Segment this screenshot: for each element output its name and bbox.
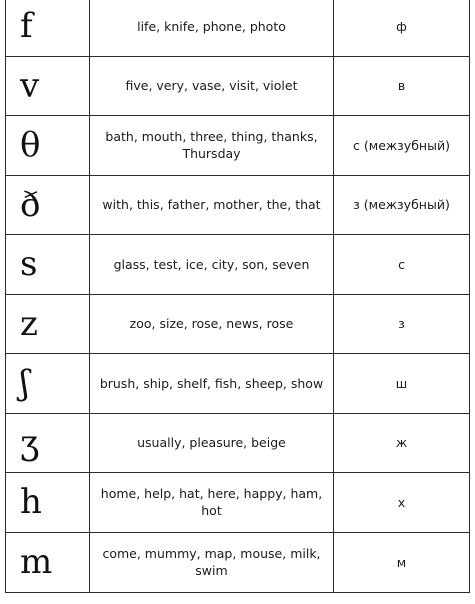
example-words: come, mummy, map, mouse, milk, swim xyxy=(90,533,334,593)
table-row xyxy=(6,176,469,236)
russian-equivalent: х xyxy=(397,494,406,510)
phoneme-symbol: h xyxy=(6,473,90,532)
table-row xyxy=(6,116,469,176)
phonetics-table xyxy=(5,0,470,593)
russian-equivalent: ш xyxy=(395,375,408,391)
phoneme-symbol: θ xyxy=(6,116,90,175)
table-row xyxy=(6,473,469,533)
table-row xyxy=(6,414,469,474)
russian-equivalent: в xyxy=(397,78,406,94)
table-row xyxy=(6,0,469,57)
table-row xyxy=(6,533,469,593)
phoneme-symbol: ʃ xyxy=(6,354,90,413)
example-words: zoo, size, rose, news, rose xyxy=(90,295,334,354)
phoneme-symbol: ʒ xyxy=(6,414,90,473)
table-row xyxy=(6,295,469,355)
russian-equivalent: м xyxy=(396,554,407,570)
phoneme-symbol: m xyxy=(6,533,90,593)
example-words: with, this, father, mother, the, that xyxy=(90,176,334,235)
example-words: usually, pleasure, beige xyxy=(90,414,334,473)
russian-equivalent: ф xyxy=(396,18,407,34)
table-row xyxy=(6,354,469,414)
table-row xyxy=(6,57,469,117)
russian-equivalent: з xyxy=(398,316,405,332)
phoneme-symbol: ð xyxy=(6,176,90,235)
example-words: home, help, hat, here, happy, ham, hot xyxy=(90,473,334,532)
phoneme-symbol: v xyxy=(6,57,90,116)
example-words: life, knife, phone, photo xyxy=(90,0,334,56)
example-words: bath, mouth, three, thing, thanks, Thursday xyxy=(90,116,334,175)
russian-equivalent: ж xyxy=(395,435,408,451)
table-row xyxy=(6,235,469,295)
example-words: five, very, vase, visit, violet xyxy=(90,57,334,116)
phoneme-symbol: f xyxy=(6,0,90,56)
russian-equivalent: с (межзубный) xyxy=(353,137,450,153)
russian-equivalent: с xyxy=(398,256,405,272)
phoneme-symbol: z xyxy=(6,295,90,354)
russian-equivalent: з (межзубный) xyxy=(353,197,450,213)
example-words: brush, ship, shelf, fish, sheep, show xyxy=(90,354,334,413)
phoneme-symbol: s xyxy=(6,235,90,294)
example-words: glass, test, ice, city, son, seven xyxy=(90,235,334,294)
